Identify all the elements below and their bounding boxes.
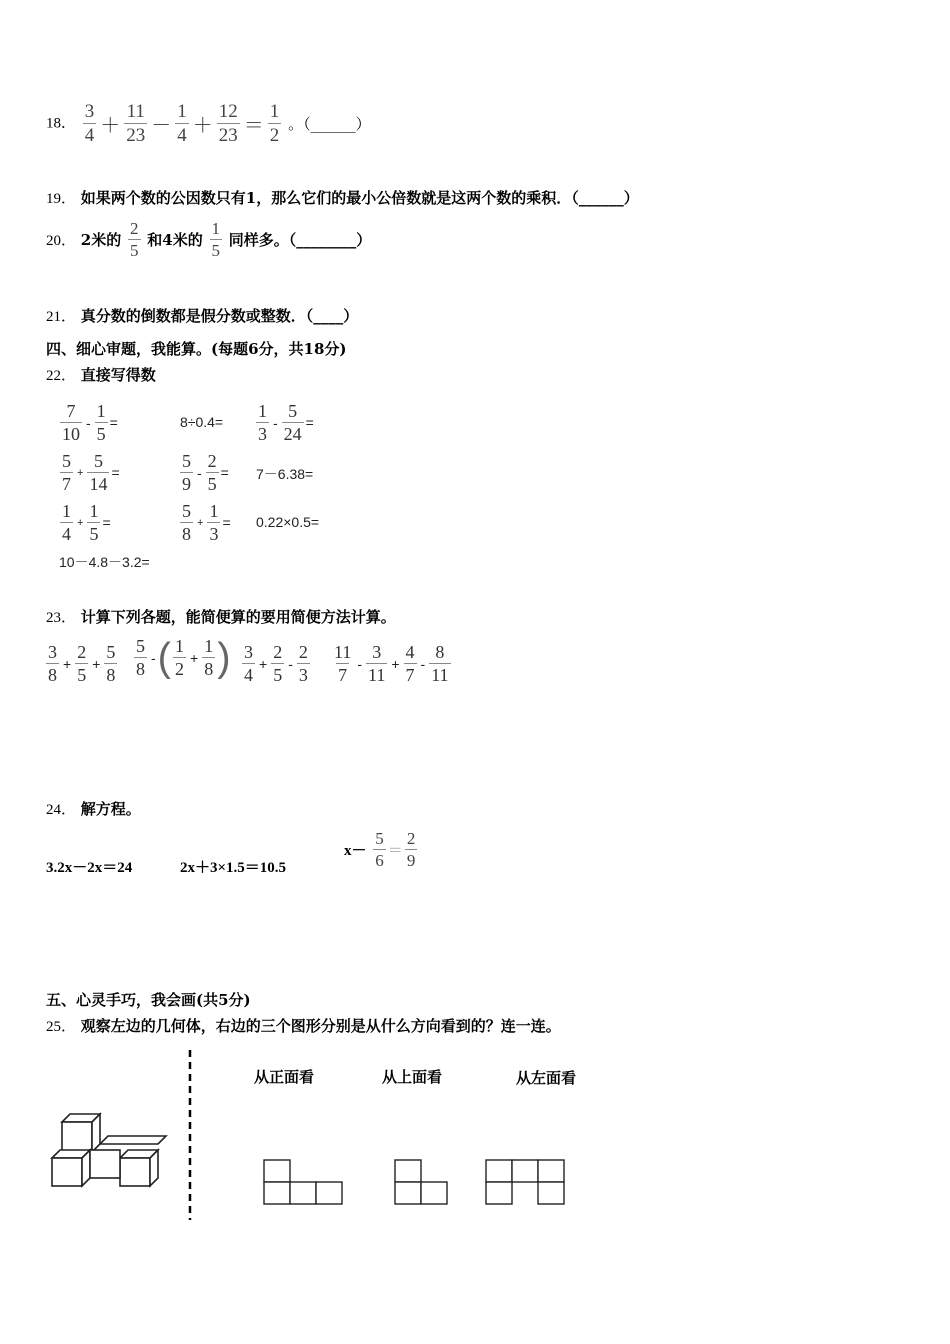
question-21 bbox=[46, 305, 358, 326]
question-number: 23． bbox=[46, 610, 77, 626]
question-number: 22． bbox=[46, 368, 77, 384]
question-22 bbox=[46, 364, 156, 385]
view-shape-2[interactable] bbox=[392, 1158, 454, 1208]
question-text: 和4米的 bbox=[147, 231, 203, 249]
view-shape-3[interactable] bbox=[483, 1158, 573, 1208]
drill-r1c1: $\frac{7}{10}$ - $\frac{1}{5}$ = bbox=[62, 401, 118, 444]
drill-r2c3: 7－6.38= bbox=[256, 466, 314, 482]
calc-expr-3: $\frac{3}{4}$ + $\frac{2}{5}$ - $\frac{2}{3}$ bbox=[244, 642, 308, 685]
answer-blank[interactable]: 同样多。（________） bbox=[228, 231, 372, 249]
fraction: $\frac{11}{23}$ bbox=[126, 101, 146, 146]
question-number: 21． bbox=[46, 309, 77, 325]
equation-2: 2x＋3×1.5＝10.5 bbox=[180, 860, 287, 876]
operator: ＋ bbox=[100, 115, 121, 137]
operator: ＝ bbox=[243, 115, 264, 137]
answer-blank[interactable]: 。（______） bbox=[288, 115, 371, 133]
question-23 bbox=[46, 606, 396, 627]
question-number: 18． bbox=[46, 115, 77, 132]
drill-r3c2: $\frac{5}{8}$ + $\frac{1}{3}$ = bbox=[182, 501, 231, 544]
calc-expr-4: $\frac{11}{7}$ - $\frac{3}{11}$ + $\frac{4}{7}$ - $\frac{8}{11}$ bbox=[334, 642, 449, 685]
section-heading-5: 五、心灵手巧，我会画(共5分) bbox=[46, 991, 251, 1009]
drill-r1c2: 8÷0.4= bbox=[180, 414, 224, 430]
section-heading-4: 四、细心审题，我能算。(每题6分，共18分) bbox=[46, 340, 347, 358]
question-text: 如果两个数的公因数只有1，那么它们的最小公倍数就是这两个数的乘积．（______） bbox=[80, 189, 639, 207]
equation-1: 3.2x－2x＝24 bbox=[46, 860, 133, 876]
geometric-solid-figure bbox=[40, 1040, 240, 1230]
fraction: $\frac{3}{4}$ bbox=[84, 101, 95, 146]
drill-r1c3: $\frac{1}{3}$ - $\frac{5}{24}$ = bbox=[258, 401, 314, 444]
question-24 bbox=[46, 798, 141, 819]
question-number: 24． bbox=[46, 802, 77, 818]
fraction: $\frac{1}{5}$ bbox=[211, 219, 221, 260]
question-19 bbox=[46, 187, 639, 208]
operator: － bbox=[151, 115, 172, 137]
question-text: 观察左边的几何体，右边的三个图形分别是从什么方向看到的？连一连。 bbox=[80, 1017, 561, 1035]
drill-r4c1: 10－4.8－3.2= bbox=[59, 554, 150, 570]
question-text: 解方程。 bbox=[80, 800, 141, 818]
drill-r2c1: $\frac{5}{7}$ + $\frac{5}{14}$ = bbox=[62, 451, 120, 494]
operator: ＋ bbox=[192, 115, 213, 137]
question-text: 2米的 bbox=[80, 231, 122, 249]
view-label-front[interactable]: 从正面看 bbox=[254, 1068, 315, 1086]
fraction: $\frac{12}{23}$ bbox=[218, 101, 238, 146]
question-number: 25． bbox=[46, 1019, 77, 1035]
view-label-left[interactable]: 从左面看 bbox=[516, 1069, 577, 1087]
calc-expr-2: $\frac{5}{8}$ -( $\frac{1}{2}$ + $\frac{1}{8}$ ) bbox=[136, 635, 231, 680]
drill-r3c1: $\frac{1}{4}$ + $\frac{1}{5}$ = bbox=[62, 501, 111, 544]
fraction: $\frac{2}{5}$ bbox=[130, 219, 139, 260]
question-number: 19． bbox=[46, 191, 77, 207]
question-18 bbox=[46, 102, 371, 145]
question-25 bbox=[46, 1015, 561, 1036]
fraction: $\frac{1}{4}$ bbox=[177, 101, 187, 146]
view-label-top[interactable]: 从上面看 bbox=[382, 1068, 443, 1086]
drill-r2c2: $\frac{5}{9}$ - $\frac{2}{5}$ = bbox=[182, 451, 229, 494]
question-number: 20． bbox=[46, 233, 77, 249]
equation-3: x－ $\frac{5}{6}$ ＝ $\frac{2}{9}$ bbox=[344, 829, 416, 870]
view-shape-1[interactable] bbox=[260, 1158, 350, 1208]
equation bbox=[81, 101, 284, 146]
drill-r3c3: 0.22×0.5= bbox=[256, 514, 320, 530]
question-text: 真分数的倒数都是假分数或整数．（____） bbox=[80, 307, 359, 325]
calc-expr-1: $\frac{3}{8}$ + $\frac{2}{5}$ + $\frac{5}{8}$ bbox=[48, 642, 116, 685]
fraction: $\frac{1}{2}$ bbox=[269, 101, 280, 146]
question-text: 直接写得数 bbox=[80, 366, 156, 384]
question-20 bbox=[46, 220, 371, 259]
question-text: 计算下列各题，能简便算的要用简便方法计算。 bbox=[80, 608, 396, 626]
